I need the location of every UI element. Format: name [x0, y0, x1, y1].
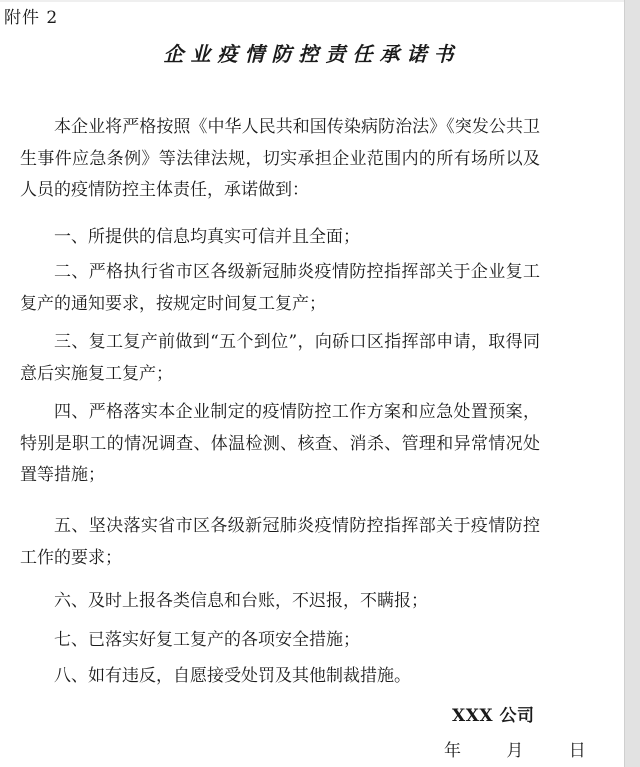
commitment-item-3: 三、复工复产前做到“五个到位”，向硚口区指挥部申请，取得同意后实施复工复产；	[20, 332, 540, 384]
signature-company: XXX 公司	[452, 706, 535, 726]
page-top-edge	[0, 0, 624, 2]
commitment-item-7: 七、已落实好复工复产的各项安全措施；	[54, 630, 360, 650]
commitment-item-2: 二、严格执行省市区各级新冠肺炎疫情防控指挥部关于企业复工复产的通知要求，按规定时间复工复产；	[20, 262, 540, 314]
commitment-item-1: 一、所提供的信息均真实可信并且全面；	[54, 227, 360, 247]
commitment-item-6: 六、及时上报各类信息和台账，不迟报，不瞒报；	[54, 591, 428, 611]
signature-date: 年 月 日	[444, 741, 606, 761]
intro-paragraph: 本企业将严格按照《中华人民共和国传染病防治法》《突发公共卫生事件应急条例》等法律法规，切实承担企业范围内的所有场所以及人员的疫情防控主体责任，承诺做到：	[20, 117, 540, 200]
commitment-item-8: 八、如有违反，自愿接受处罚及其他制裁措施。	[54, 666, 411, 686]
attachment-label: 附件 2	[4, 8, 59, 28]
document-title: 企业疫情防控责任承诺书	[163, 42, 461, 66]
commitment-item-5: 五、坚决落实省市区各级新冠肺炎疫情防控指挥部关于疫情防控工作的要求；	[20, 516, 540, 568]
commitment-item-4: 四、严格落实本企业制定的疫情防控工作方案和应急处置预案，特别是职工的情况调查、体温检测、核查、消杀、管理和异常情况处置等措施；	[20, 402, 540, 485]
viewer-right-margin	[624, 0, 640, 767]
